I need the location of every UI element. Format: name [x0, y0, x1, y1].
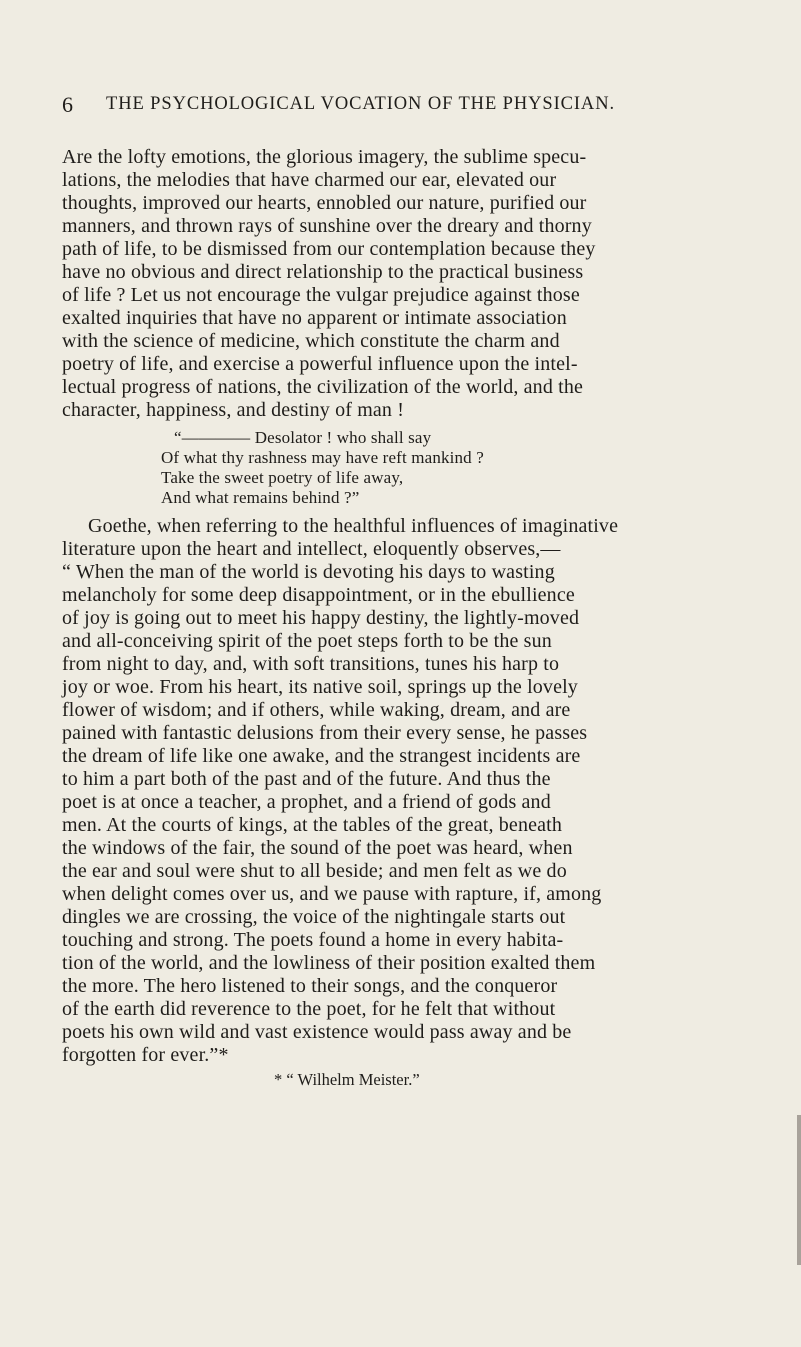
page-edge-shadow — [797, 1115, 801, 1265]
text-line: dingles we are crossing, the voice of the nightingale starts out — [62, 906, 566, 928]
text-line: and all-conceiving spirit of the poet steps forth to be the sun — [62, 630, 552, 652]
text-line: when delight comes over us, and we pause with rapture, if, among — [62, 883, 602, 905]
text-line: tion of the world, and the lowliness of their position exalted them — [62, 952, 596, 974]
text-line: the dream of life like one awake, and the strangest incidents are — [62, 745, 581, 767]
verse-line: Of what thy rashness may have reft mankind ? — [161, 448, 484, 467]
text-line: from night to day, and, with soft transitions, tunes his harp to — [62, 653, 560, 675]
footnote: * “ Wilhelm Meister.” — [274, 1070, 420, 1089]
text-line: manners, and thrown rays of sunshine over the dreary and thorny — [62, 215, 592, 237]
verse-line: “———— Desolator ! who shall say — [174, 428, 432, 447]
text-line: flower of wisdom; and if others, while waking, dream, and are — [62, 699, 571, 721]
text-line: exalted inquiries that have no apparent or intimate association — [62, 307, 567, 329]
text-line: poets his own wild and vast existence would pass away and be — [62, 1021, 572, 1043]
text-line: of joy is going out to meet his happy destiny, the lightly-moved — [62, 607, 580, 629]
text-line: of the earth did reverence to the poet, for he felt that without — [62, 998, 556, 1020]
text-line: forgotten for ever.”* — [62, 1044, 229, 1066]
verse-line: And what remains behind ?” — [161, 488, 360, 507]
running-title: THE PSYCHOLOGICAL VOCATION OF THE PHYSICIAN. — [106, 94, 615, 114]
text-line: poetry of life, and exercise a powerful influence upon the intel- — [62, 353, 578, 375]
text-line: thoughts, improved our hearts, ennobled our nature, purified our — [62, 192, 587, 214]
text-line: path of life, to be dismissed from our contemplation because they — [62, 238, 596, 260]
text-line: touching and strong. The poets found a home in every habita- — [62, 929, 564, 951]
text-line: character, happiness, and destiny of man ! — [62, 399, 405, 421]
text-line: the more. The hero listened to their songs, and the conqueror — [62, 975, 558, 997]
text-line: lectual progress of nations, the civilization of the world, and the — [62, 376, 584, 398]
text-line: joy or woe. From his heart, its native soil, springs up the lovely — [62, 676, 578, 698]
page-header — [62, 92, 752, 120]
text-line: melancholy for some deep disappointment, or in the ebullience — [62, 584, 575, 606]
text-line: men. At the courts of kings, at the tables of the great, beneath — [62, 814, 563, 836]
text-line: pained with fantastic delusions from their every sense, he passes — [62, 722, 588, 744]
text-line: lations, the melodies that have charmed our ear, elevated our — [62, 169, 557, 191]
text-line: with the science of medicine, which constitute the charm and — [62, 330, 560, 352]
page-number: 6 — [62, 92, 73, 117]
text-line: “ When the man of the world is devoting his days to wasting — [62, 561, 555, 583]
text-line: Are the lofty emotions, the glorious imagery, the sublime specu- — [62, 146, 587, 168]
text-line: to him a part both of the past and of the future. And thus the — [62, 768, 551, 790]
text-line: of life ? Let us not encourage the vulgar prejudice against those — [62, 284, 580, 306]
text-line: have no obvious and direct relationship to the practical business — [62, 261, 584, 283]
text-line: literature upon the heart and intellect, eloquently observes,— — [62, 538, 561, 560]
text-line: the windows of the fair, the sound of the poet was heard, when — [62, 837, 573, 859]
text-line: Goethe, when referring to the healthful influences of imaginative — [88, 515, 619, 537]
text-line: the ear and soul were shut to all beside; and men felt as we do — [62, 860, 567, 882]
verse-line: Take the sweet poetry of life away, — [161, 468, 404, 487]
text-line: poet is at once a teacher, a prophet, and a friend of gods and — [62, 791, 551, 813]
